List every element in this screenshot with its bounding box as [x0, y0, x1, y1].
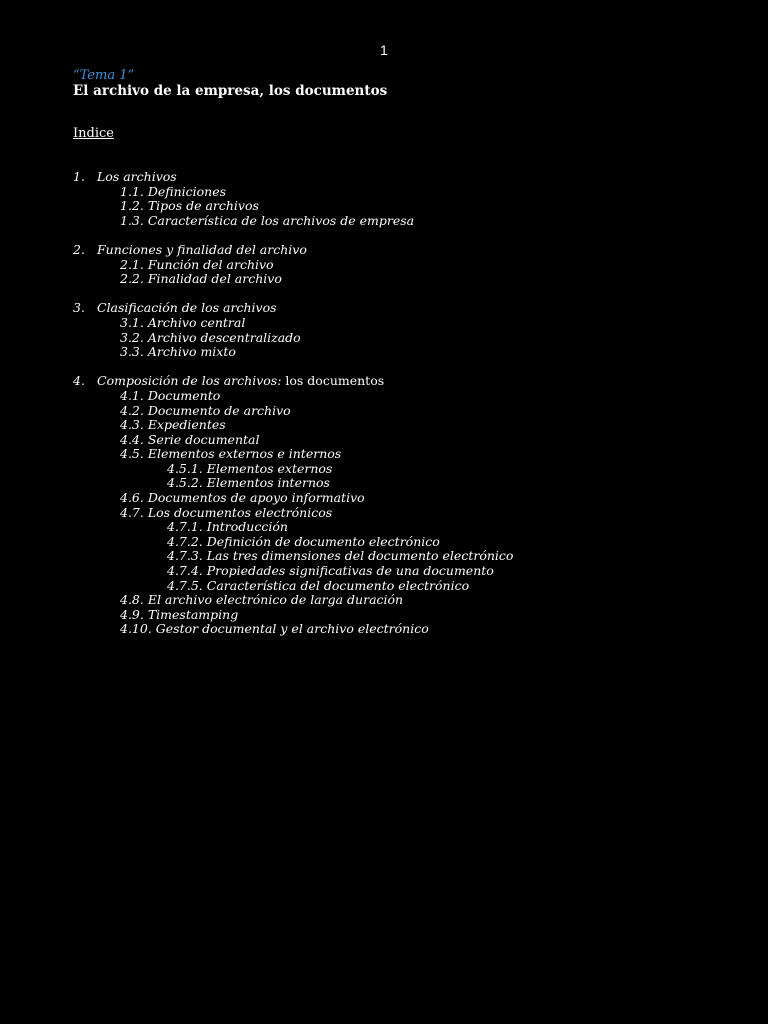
toc-section-title: Clasificación de los archivos — [97, 300, 277, 316]
toc-subentry: 4.7.2. Definición de documento electrónico — [167, 533, 440, 549]
toc-entry: 3.3. Archivo mixto — [120, 344, 236, 360]
topic-label: “Tema 1” — [73, 68, 135, 83]
toc-section-title: Funciones y finalidad del archivo — [97, 241, 307, 257]
toc-subentry: 4.7.4. Propiedades significativas de una documento — [167, 563, 494, 579]
toc-section — [73, 301, 733, 359]
toc-section-heading — [73, 170, 733, 185]
document-title: El archivo de la empresa, los documentos — [73, 83, 388, 99]
toc-section — [73, 243, 733, 287]
toc-section-number: 1. — [73, 169, 85, 184]
toc-entry: 4.6. Documentos de apoyo informativo — [120, 490, 365, 506]
toc-entry: 4.3. Expedientes — [120, 417, 226, 433]
toc-section-number: 2. — [73, 241, 85, 257]
toc-entry: 4.5. Elementos externos e internos — [120, 446, 342, 462]
toc-entry: 1.3. Característica de los archivos de empresa — [120, 212, 415, 228]
toc-section-heading — [73, 374, 733, 389]
toc-section — [73, 170, 733, 228]
toc-subentry: 4.7.5. Característica del documento electrónico — [167, 577, 470, 593]
toc-entry: 1.1. Definiciones — [120, 183, 227, 199]
toc-entry: 4.2. Documento de archivo — [120, 402, 291, 418]
toc-entry: 3.2. Archivo descentralizado — [120, 329, 301, 345]
toc-section — [73, 374, 733, 637]
toc-subentry: 4.7.1. Introducción — [167, 519, 288, 535]
toc-entry: 4.1. Documento — [120, 387, 221, 403]
toc-section-title: Composición de los archivos: — [97, 373, 282, 389]
toc-entry: 4.9. Timestamping — [120, 606, 239, 622]
toc-section-number: 3. — [73, 300, 85, 316]
toc-entry: 4.7. Los documentos electrónicos — [120, 504, 333, 520]
toc-section-title: Los archivos — [97, 169, 177, 184]
toc-section-heading — [73, 301, 733, 316]
page-number: 1 — [380, 42, 388, 58]
toc-entry: 1.2. Tipos de archivos — [120, 198, 259, 214]
toc-section-title-suffix: los documentos — [285, 373, 385, 389]
index-heading: Indice — [73, 126, 114, 141]
toc-entry: 2.1. Función del archivo — [120, 256, 274, 272]
toc-section-number: 4. — [73, 373, 85, 389]
toc-entry: 3.1. Archivo central — [120, 314, 246, 330]
table-of-contents — [73, 170, 733, 652]
toc-subentry: 4.5.1. Elementos externos — [167, 460, 333, 476]
toc-subentry: 4.7.3. Las tres dimensiones del documento electrónico — [167, 548, 514, 564]
toc-entry: 2.2. Finalidad del archivo — [120, 271, 282, 287]
toc-subentry: 4.5.2. Elementos internos — [167, 475, 330, 491]
toc-entry: 4.8. El archivo electrónico de larga duración — [120, 592, 404, 608]
toc-entry: 4.4. Serie documental — [120, 431, 260, 447]
toc-section-heading — [73, 243, 733, 258]
toc-entry: 4.10. Gestor documental y el archivo electrónico — [120, 621, 429, 637]
